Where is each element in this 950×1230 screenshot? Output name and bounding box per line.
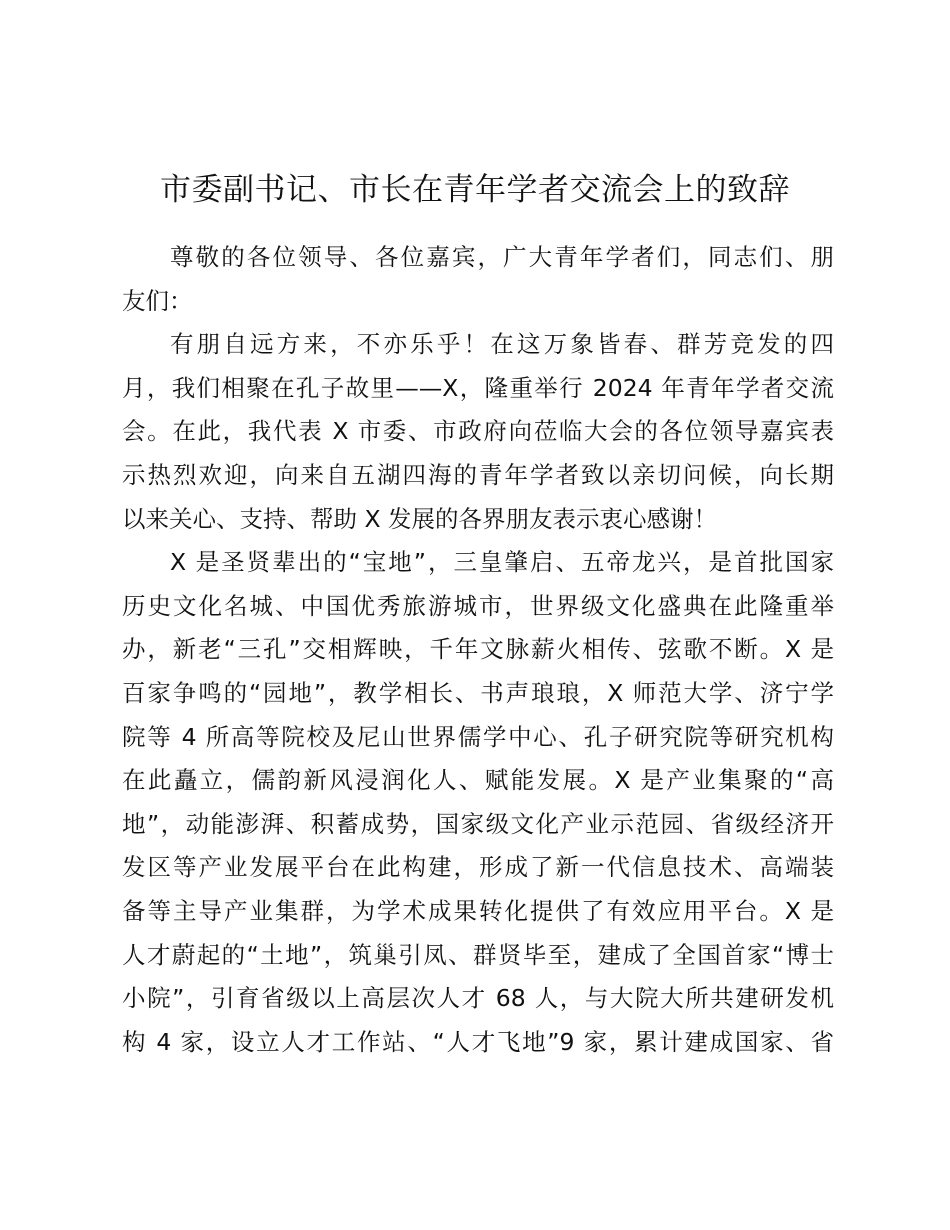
paragraph-3-line-6: 在此矗立，儒韵新风浸润化人、赋能发展。X 是产业集聚的“高 — [122, 766, 834, 795]
paragraph-3-line-7: 地”，动能澎湃、积蓄成势，国家级文化产业示范园、省级经济开 — [122, 809, 834, 838]
paragraph-2-line-2: 月，我们相聚在孔子故里——X，隆重举行 2024 年青年学者交流 — [122, 373, 834, 402]
paragraph-2-line-1: 有朋自远方来，不亦乐乎！在这万象皆春、群芳竞发的四 — [170, 330, 834, 359]
paragraph-2-line-4: 示热烈欢迎，向来自五湖四海的青年学者致以亲切问候，向长期 — [122, 460, 834, 489]
paragraph-3-line-9: 备等主导产业集群，为学术成果转化提供了有效应用平台。X 是 — [122, 896, 834, 925]
paragraph-1-line-2: 友们： — [122, 286, 193, 315]
paragraph-3-line-12: 构 4 家，设立人才工作站、“人才飞地”9 家，累计建成国家、省 — [122, 1027, 834, 1056]
document-body — [122, 236, 834, 1064]
paragraph-2-line-3: 会。在此，我代表 X 市委、市政府向莅临大会的各位领导嘉宾表 — [122, 417, 834, 446]
paragraph-3-line-8: 发区等产业发展平台在此构建，形成了新一代信息技术、高端装 — [122, 853, 834, 882]
paragraph-3-line-5: 院等 4 所高等院校及尼山世界儒学中心、孔子研究院等研究机构 — [122, 722, 834, 751]
paragraph-3-line-11: 小院”，引育省级以上高层次人才 68 人，与大院大所共建研发机 — [122, 984, 834, 1013]
paragraph-2-line-5: 以来关心、支持、帮助 X 发展的各界朋友表示衷心感谢！ — [122, 504, 718, 533]
paragraph-1-line-1: 尊敬的各位领导、各位嘉宾，广大青年学者们，同志们、朋 — [170, 243, 834, 271]
document-title: 市委副书记、市长在青年学者交流会上的致辞 — [160, 172, 790, 208]
paragraph-3-line-4: 百家争鸣的“园地”，教学相长、书声琅琅，X 师范大学、济宁学 — [122, 678, 834, 707]
paragraph-3-line-2: 历史文化名城、中国优秀旅游城市，世界级文化盛典在此隆重举 — [122, 591, 834, 620]
paragraph-3-line-10: 人才蔚起的“土地”，筑巢引凤、群贤毕至，建成了全国首家“博士 — [122, 940, 834, 969]
paragraph-3-line-3: 办，新老“三孔”交相辉映，千年文脉薪火相传、弦歌不断。X 是 — [122, 635, 834, 664]
paragraph-3-line-1: X 是圣贤辈出的“宝地”，三皇肇启、五帝龙兴，是首批国家 — [170, 548, 834, 577]
